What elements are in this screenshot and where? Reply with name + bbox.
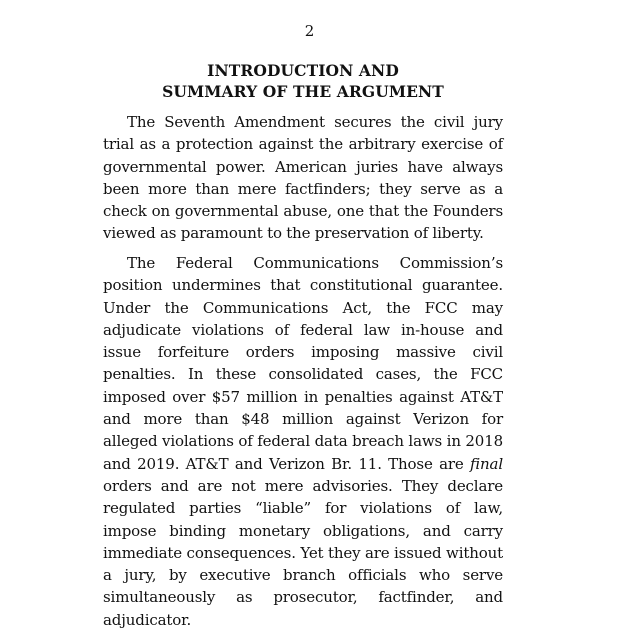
paragraph-2-text-start: The Federal Communications Commission’s position undermines that constitutional guarantee. Under the Communications Act, the FCC may adjudicate violations of federal law in-house and issue forfeiture orders imposing massive civil penalties. In these consolidated cases, the FCC imposed over $57 million in penalties against AT&T and more than $48 million against Verizon for alleged violations of federal data breach laws in 2018 and 2019. AT&T and Verizon Br. 11. Those are bbox=[103, 254, 503, 473]
heading-line-2: SUMMARY OF THE ARGUMENT bbox=[162, 82, 444, 101]
paragraph-2 bbox=[103, 252, 503, 631]
paragraph-1-text: The Seventh Amendment secures the civil jury trial as a protection against the arbitrary exercise of governmental power. American juries have always been more than mere factfinders; they serve as a check on governmental abuse, one that the Founders viewed as paramount to the preservation of liberty. bbox=[103, 113, 503, 243]
paragraph-2-italic-word: final bbox=[469, 454, 503, 473]
paragraph-2-text-end: orders and are not mere advisories. They declare regulated parties “liable” for violations of law, impose binding monetary obligations, and carry immediate consequences. Yet they are issued without a jury, by executive branch officials who serve simultaneously as prosecutor, factfinder, and adjudicator. bbox=[103, 476, 503, 629]
paragraph-2-text bbox=[103, 252, 503, 631]
paragraph-1 bbox=[103, 111, 503, 245]
heading-line-1: INTRODUCTION AND bbox=[207, 61, 399, 80]
section-heading bbox=[103, 60, 503, 102]
page-number: 2 bbox=[304, 22, 315, 40]
